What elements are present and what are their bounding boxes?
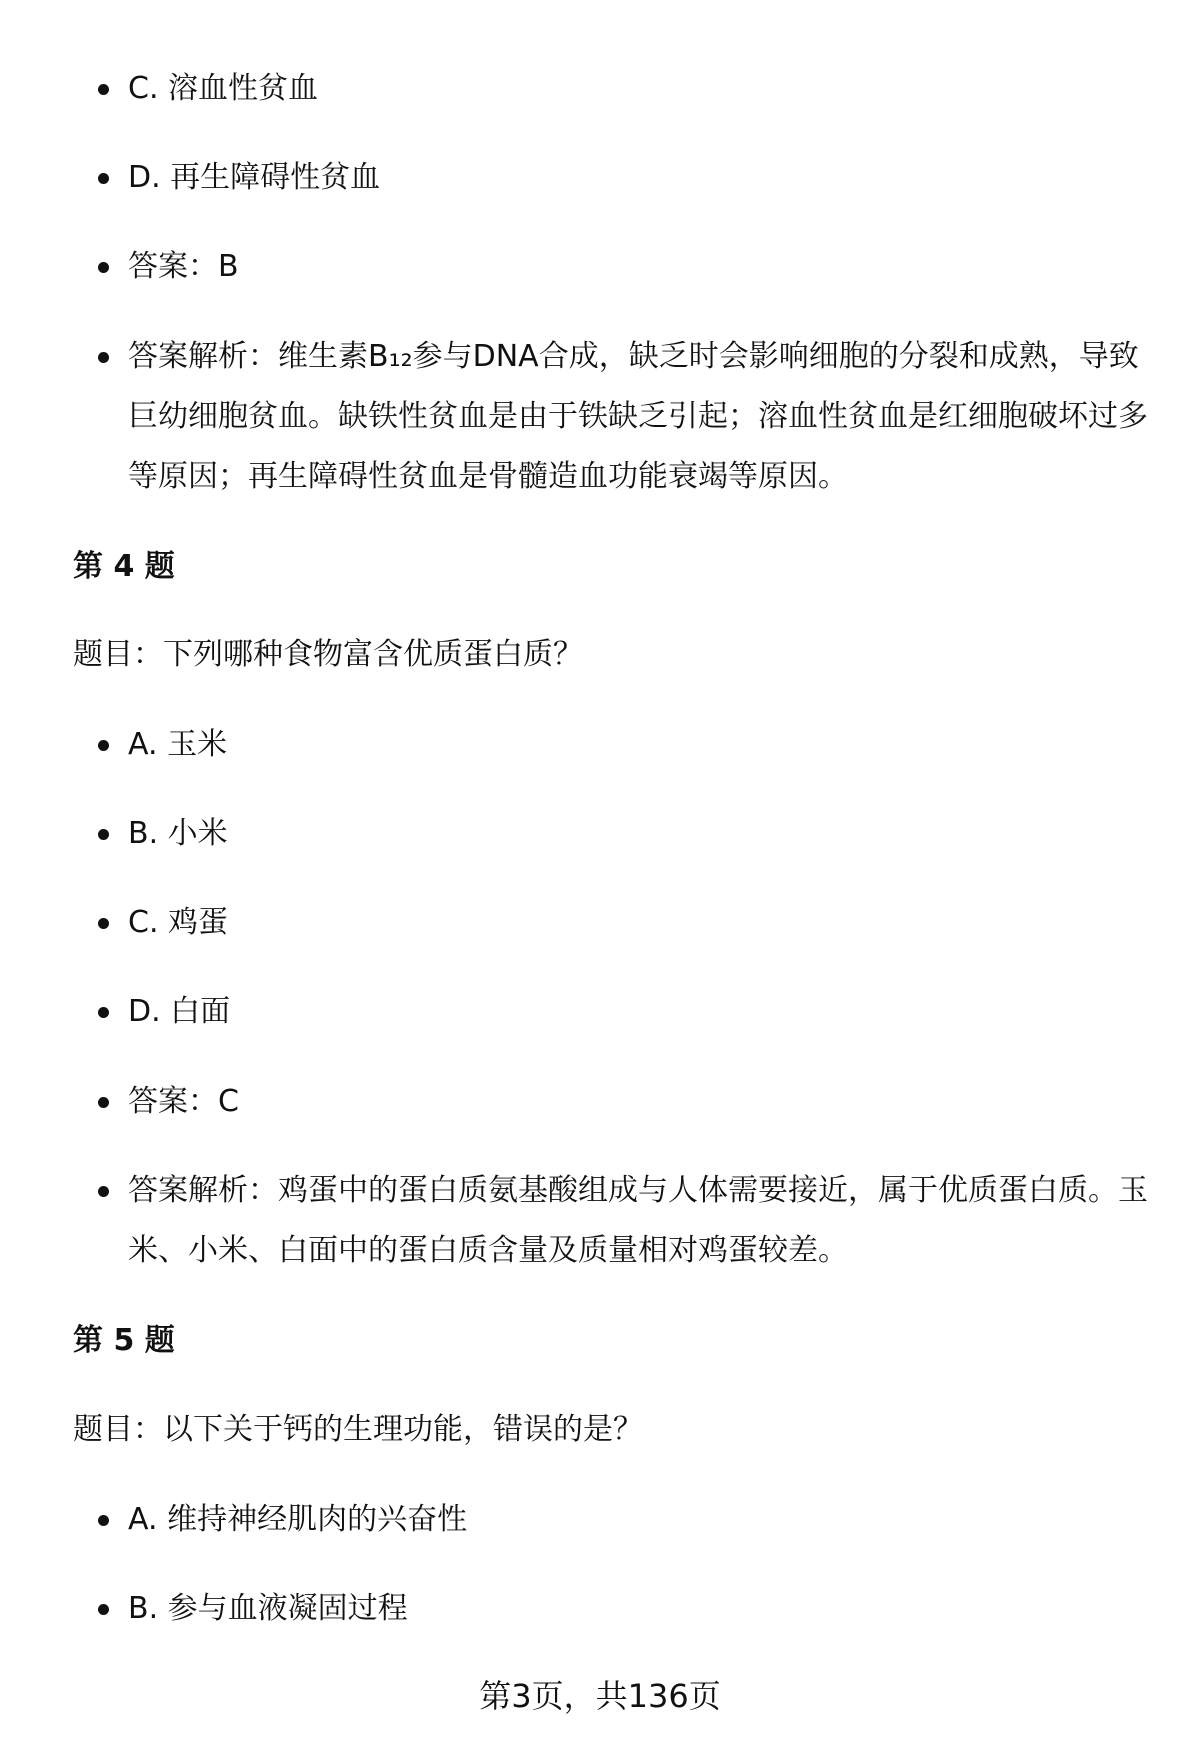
q5-option-a: A. 维持神经肌肉的兴奋性 [128,1490,1148,1550]
q3-option-d: D. 再生障碍性贫血 [128,148,1148,208]
q5-question: 题目：以下关于钙的生理功能，错误的是？ [73,1412,643,1447]
q4-option-c: C. 鸡蛋 [128,893,1148,953]
page-number-footer: 第3页，共136页 [479,1677,721,1715]
q3-answer: 答案：B [128,237,1148,297]
q5-option-b: B. 参与血液凝固过程 [128,1579,1148,1639]
q4-question: 题目：下列哪种食物富含优质蛋白质？ [73,637,583,672]
q4-heading: 第 4 题 [73,549,175,584]
q4-option-a: A. 玉米 [128,715,1148,775]
q4-answer: 答案：C [128,1072,1148,1132]
q3-option-c: C. 溶血性贫血 [128,59,1148,119]
q4-option-b: B. 小米 [128,804,1148,864]
q4-explanation: 答案解析：鸡蛋中的蛋白质氨基酸组成与人体需要接近，属于优质蛋白质。玉米、小米、白面中的蛋白质含量及质量相对鸡蛋较差。 [128,1161,1148,1281]
q3-explanation: 答案解析：维生素B₁₂参与DNA合成，缺乏时会影响细胞的分裂和成熟，导致巨幼细胞贫血。缺铁性贫血是由于铁缺乏引起；溶血性贫血是红细胞破坏过多等原因；再生障碍性贫血是骨髓造血功能衰竭等原因。 [128,327,1148,507]
q5-heading: 第 5 题 [73,1323,175,1358]
q4-option-d: D. 白面 [128,982,1148,1042]
